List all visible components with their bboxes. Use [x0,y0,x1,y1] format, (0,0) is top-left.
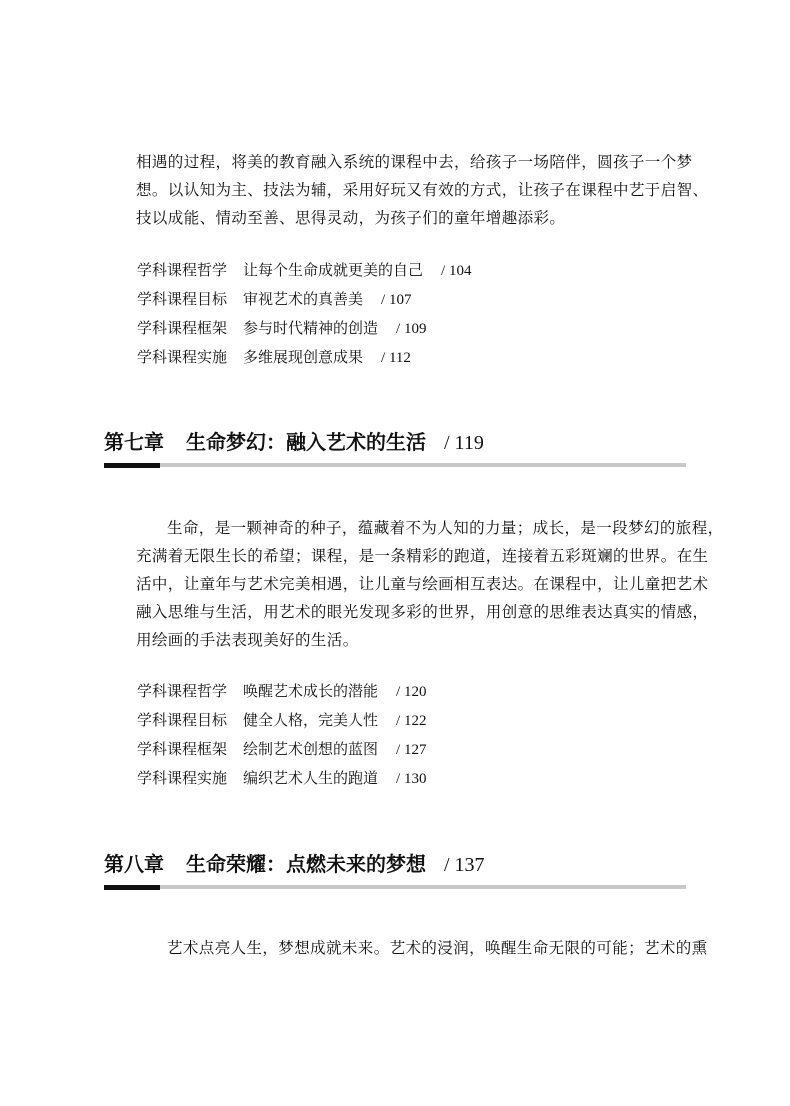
toc-entry-page: / 127 [396,742,427,758]
toc-entry-title: 绘制艺术创想的蓝图 [243,740,379,758]
toc-entry[interactable] [137,314,471,343]
chapter7-line: 充满着无限生长的希望；课程，是一条精彩的跑道，连接着五彩斑斓的世界。在生 [136,547,709,565]
toc-entry-category: 学科课程目标 [137,290,228,308]
chapter7-paragraph [136,514,724,654]
toc-entry-category: 学科课程框架 [137,319,228,337]
toc-entry-title: 健全人格，完美人性 [243,711,379,729]
chapter-heading [104,851,485,878]
chapter-number: 第八章 [104,852,164,876]
chapter-rule-black [104,885,160,890]
intro-line: 技以成能、情动至善、思得灵动，为孩子们的童年增趣添彩。 [136,209,566,227]
intro-paragraph [136,148,709,232]
chapter7-line: 用绘画的手法表现美好的生活。 [136,631,359,649]
toc-entry-category: 学科课程目标 [137,711,228,729]
chapter8-heading-block[interactable] [104,851,686,891]
toc-entry-page: / 104 [441,263,472,279]
chapter-rule-black [104,463,160,468]
intro-line: 想。以认知为主、技法为辅，采用好玩又有效的方式，让孩子在课程中艺于启智、 [136,181,709,199]
toc-entry-title: 唤醒艺术成长的潜能 [243,682,379,700]
toc-entry-page: / 112 [381,350,411,366]
toc-entry[interactable] [137,706,426,735]
toc-entry-category: 学科课程实施 [137,769,228,787]
chapter-title: 生命荣耀：点燃未来的梦想 [186,852,426,876]
toc-entry-title: 参与时代精神的创造 [243,319,379,337]
toc-list-chapter6 [137,256,471,372]
toc-entry[interactable] [137,764,426,793]
toc-entry-title: 多维展现创意成果 [243,348,364,366]
toc-entry[interactable] [137,735,426,764]
chapter7-line: 活中，让童年与艺术完美相遇，让儿童与绘画相互表达。在课程中，让儿童把艺术 [136,575,709,593]
chapter8-line: 艺术点亮人生，梦想成就未来。艺术的浸润，唤醒生命无限的可能；艺术的熏 [167,939,708,957]
toc-entry-page: / 120 [396,684,427,700]
toc-entry-page: / 109 [396,321,427,337]
toc-entry[interactable] [137,343,471,372]
toc-entry[interactable] [137,256,471,285]
toc-list-chapter7 [137,677,426,793]
toc-entry-title: 编织艺术人生的跑道 [243,769,379,787]
chapter-rule-gray [104,463,686,467]
chapter7-line: 融入思维与生活，用艺术的眼光发现多彩的世界，用创意的思维表达真实的情感， [136,603,709,621]
chapter-page: / 137 [444,854,485,876]
toc-entry[interactable] [137,677,426,706]
chapter7-line: 生命，是一颗神奇的种子，蕴藏着不为人知的力量；成长，是一段梦幻的旅程， [167,519,724,537]
toc-entry-category: 学科课程哲学 [137,682,228,700]
toc-entry-page: / 122 [396,713,427,729]
chapter-title: 生命梦幻：融入艺术的生活 [186,430,426,454]
toc-entry-category: 学科课程哲学 [137,261,228,279]
chapter8-paragraph [136,934,708,962]
toc-entry-category: 学科课程实施 [137,348,228,366]
chapter-heading [104,429,484,456]
intro-line: 相遇的过程，将美的教育融入系统的课程中去，给孩子一场陪伴，圆孩子一个梦 [136,153,693,171]
chapter-page: / 119 [444,432,484,454]
chapter7-heading-block[interactable] [104,429,686,469]
toc-entry-title: 让每个生命成就更美的自己 [243,261,424,279]
toc-entry-page: / 107 [381,292,412,308]
chapter-rule-gray [104,885,686,889]
toc-entry[interactable] [137,285,471,314]
toc-entry-title: 审视艺术的真善美 [243,290,364,308]
toc-entry-category: 学科课程框架 [137,740,228,758]
chapter-number: 第七章 [104,430,164,454]
toc-entry-page: / 130 [396,771,427,787]
